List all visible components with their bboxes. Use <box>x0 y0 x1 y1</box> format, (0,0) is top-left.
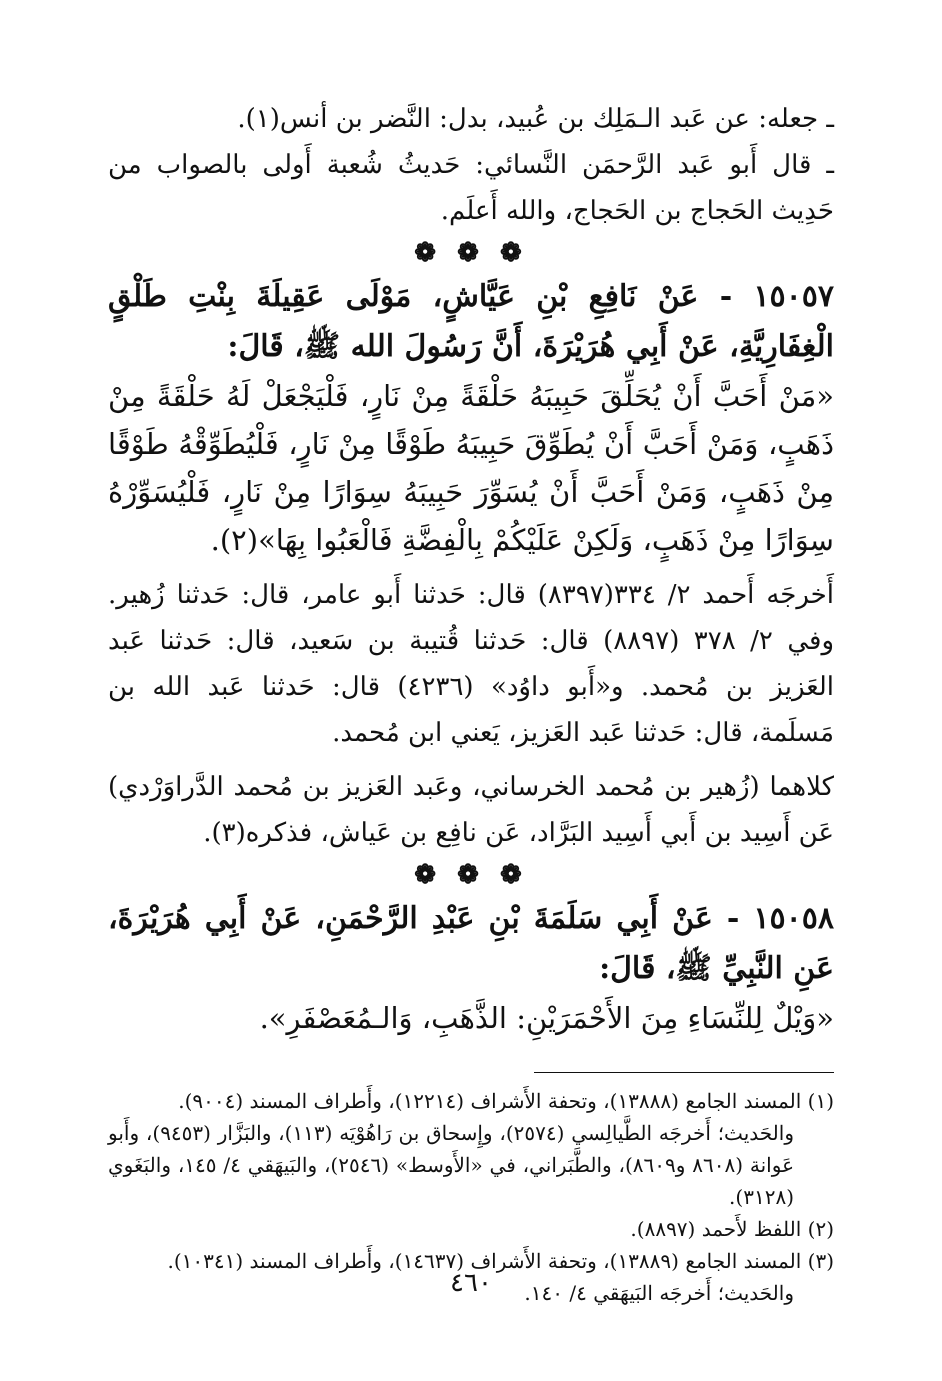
footnote-2: (٢) اللفظ لأَحمد (٨٨٩٧). <box>630 1217 834 1241</box>
hadith-15057-text: «مَنْ أَحَبَّ أَنْ يُحَلِّقَ حَبِيبَهُ حَلْقَةً مِنْ نَارٍ، فَلْيَجْعَلْ لَهُ حَلْقَةً مِنْ ذَهَبٍ، وَمَنْ أَحَبَّ أَنْ يُطَوِّقَ حَبِيبَهُ طَوْقًا مِنْ نَارٍ، فَلْيُطَوِّقْهُ طَوْقًا مِنْ ذَهَبٍ، وَمَنْ أَحَبَّ أَنْ يُسَوِّرَ حَبِيبَهُ سِوَارًا مِنْ نَارٍ، فَلْيُسَوِّرْهُ سِوَارًا مِنْ ذَهَبٍ، وَلَكِنْ عَلَيْكُمْ بِالْفِضَّةِ فَالْعَبُوا بِهَا»(٢). <box>108 379 834 557</box>
footnote-divider <box>534 1072 834 1073</box>
section-separator: ❁ ❁ ❁ <box>414 860 528 890</box>
footnote-3: (٣) المسند الجامع (١٣٨٨٩)، وتحفة الأَشراف (١٤٦٣٧)، وأَطراف المسند (١٠٣٤١). <box>167 1249 834 1273</box>
hadith-15057-isnad: ١٥٠٥٧ - عَنْ نَافِعِ بْنِ عَيَّاشٍ، مَوْلَى عَقِيلَةَ بِنْتِ طَلْقٍ الْغِفَارِيَّةِ، عَنْ أَبِي هُرَيْرَةَ، أَنَّ رَسُولَ الله ﷺ، قَالَ: <box>108 279 834 364</box>
footnote-1-continuation: والحَديث؛ أَخرجَه الطَّيالِسي (٢٥٧٤)، وإِسحاق بن رَاهُوْيَه (١١٣)، والبَزَّار (٩٤٥٣)، وأَبو عَوانة (٨٦٠٨ و٨٦٠٩)، والطَّبَراني، في «الأَوسط» (٢٥٤٦)، والبَيهَقي ٤/ ١٤٥، والبَغَوي (٣١٢٨). <box>108 1121 795 1209</box>
takhrij-paragraph-2: كلاهما (زُهير بن مُحمد الخرساني، وعَبد العَزيز بن مُحمد الدَّراوَرْدي) عَن أَسِيد بن أَبي أَسِيد البَرَّاد، عَن نافِع بن عَياش، فذكره(٣). <box>108 772 834 848</box>
footnote-1: (١) المسند الجامع (١٣٨٨٨)، وتحفة الأَشراف (١٢٢١٤)، وأَطراف المسند (٩٠٠٤). <box>178 1089 834 1113</box>
paragraph-nasai-comment: ـ قال أَبو عَبد الرَّحمَن النَّسائي: حَديثُ شُعبة أَولى بالصواب من حَدِيث الحَجاج بن الحَجاج، والله أَعلَم. <box>108 150 834 226</box>
hadith-15058-text: «وَيْلٌ لِلنِّسَاءِ مِنَ الأَحْمَرَيْنِ: الذَّهَبِ، وَالـمُعَصْفَرِ». <box>259 1001 834 1035</box>
footnote-3-continuation: والحَديث؛ أَخرجَه البَيهَقي ٤/ ١٤٠. <box>524 1281 794 1305</box>
hadith-15058-isnad: ١٥٠٥٨ - عَنْ أَبِي سَلَمَةَ بْنِ عَبْدِ الرَّحْمَنِ، عَنْ أَبِي هُرَيْرَةَ، عَنِ النَّبِيِّ ﷺ، قَالَ: <box>108 901 834 986</box>
takhrij-paragraph: أَخرجَه أَحمد ٢/ ٣٣٤(٨٣٩٧) قال: حَدثنا أَبو عامر، قال: حَدثنا زُهير. وفي ٢/ ٣٧٨ (٨٨٩٧) قال: حَدثنا قُتيبة بن سَعيد، قال: حَدثنا عَبد العَزيز بن مُحمد. و«أَبو داوُد» (٤٢٣٦) قال: حَدثنا عَبد الله بن مَسلَمة، قال: حَدثنا عَبد العَزيز، يَعني ابن مُحمد. <box>108 580 834 748</box>
page-number: ٤٦٠ <box>450 1268 492 1298</box>
paragraph-correction: ـ جعله: عن عَبد الـمَلِك بن عُبيد، بدل: النَّضر بن أنس(١). <box>237 104 834 134</box>
section-separator: ❁ ❁ ❁ <box>414 238 528 268</box>
